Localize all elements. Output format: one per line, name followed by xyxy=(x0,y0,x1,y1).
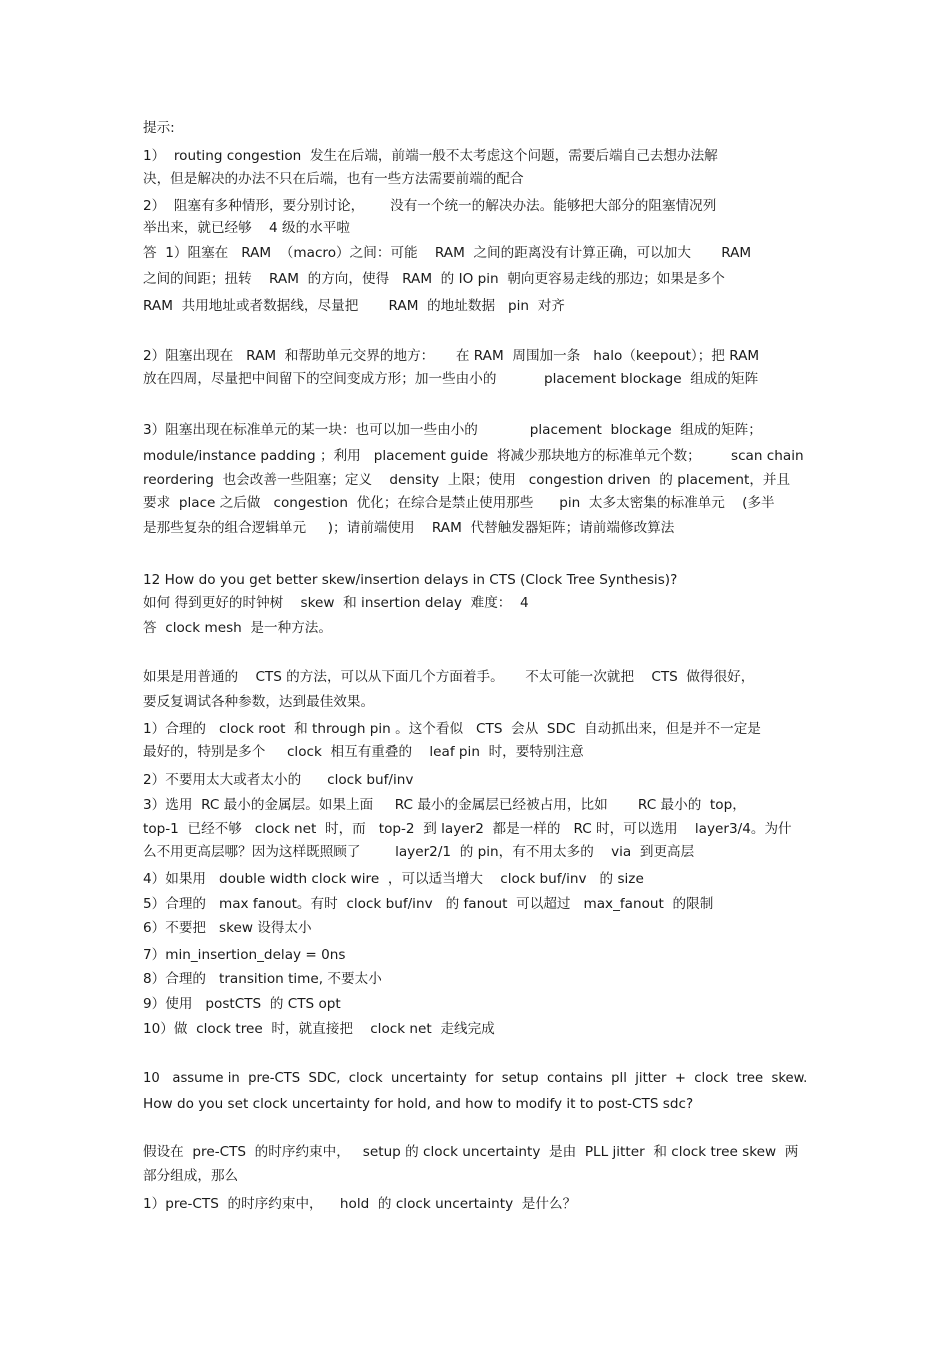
cts-tip-5: 5）合理的 max fanout。有时 clock buf/inv 的 fanout 可以超过 max_fanout 的限制 xyxy=(143,896,714,912)
cts-intro-line-1: 如果是用普通的 CTS 的方法，可以从下面几个方面着手。 不太可能一次就把 CTS 做得很好， xyxy=(143,669,755,685)
document-page xyxy=(143,0,810,1345)
cts-tip-3-line-3: 么不用更高层哪？因为这样既照顾了 layer2/1 的 pin，有不用太多的 via 到更高层 xyxy=(143,844,695,860)
cts-tip-9: 9）使用 postCTS 的 CTS opt xyxy=(143,996,341,1012)
answer-3-line-2: module/instance padding ；利用 placement guide 将减少那块地方的标准单元个数； scan chain xyxy=(143,448,804,464)
question-10-chinese-line-1: 假设在 pre-CTS 的时序约束中， setup 的 clock uncertainty 是由 PLL jitter 和 clock tree skew 两 xyxy=(143,1144,799,1160)
answer-3-line-4: 要求 place 之后做 congestion 优化；在综合是禁止使用那些 pin 太多太密集的标准单元 (多半 xyxy=(143,495,775,511)
question-10-line-2: How do you set clock uncertainty for hold, and how to modify it to post-CTS sdc? xyxy=(143,1096,694,1112)
answer-3-line-1: 3）阻塞出现在标准单元的某一块：也可以加一些由小的 placement blockage 组成的矩阵； xyxy=(143,422,762,438)
cts-tip-4: 4）如果用 double width clock wire ，可以适当增大 clock buf/inv 的 size xyxy=(143,871,644,887)
hint-1-line-2: 决，但是解决的办法不只在后端，也有一些方法需要前端的配合 xyxy=(143,171,524,187)
answer-1-line-3: RAM 共用地址或者数据线，尽量把 RAM 的地址数据 pin 对齐 xyxy=(143,298,565,314)
cts-tip-1-line-1: 1）合理的 clock root 和 through pin 。这个看似 CTS 会从 SDC 自动抓出来，但是并不一定是 xyxy=(143,721,761,737)
answer-1-line-1: 答 1）阻塞在 RAM （macro）之间：可能 RAM 之间的距离没有计算正确，可以加大 RAM xyxy=(143,245,752,261)
hint-2-line-2: 举出来，就已经够 4 级的水平啦 xyxy=(143,220,350,236)
question-10-chinese-line-2: 部分组成，那么 xyxy=(143,1168,239,1184)
cts-tip-3-line-1: 3）选用 RC 最小的金属层。如果上面 RC 最小的金属层已经被占用，比如 RC 最小的 top， xyxy=(143,797,746,813)
answer-1-line-2: 之间的间距；扭转 RAM 的方向，使得 RAM 的 IO pin 朝向更容易走线的那边；如果是多个 xyxy=(143,271,725,287)
answer-2-line-1: 2）阻塞出现在 RAM 和帮助单元交界的地方： 在 RAM 周围加一条 halo（keepout）；把 RAM xyxy=(143,348,760,364)
hint-2-line-1: 2） 阻塞有多种情形，要分别讨论， 没有一个统一的解决办法。能够把大部分的阻塞情况列 xyxy=(143,198,717,214)
question-12-chinese: 如何 得到更好的时钟树 skew 和 insertion delay 难度： 4 xyxy=(143,595,529,611)
hint-label: 提示: xyxy=(143,120,175,136)
question-12-answer: 答 clock mesh 是一种方法。 xyxy=(143,620,332,636)
cts-tip-7: 7）min_insertion_delay = 0ns xyxy=(143,947,346,963)
cts-tip-1-line-2: 最好的，特别是多个 clock 相互有重叠的 leaf pin 时，要特别注意 xyxy=(143,744,584,760)
hint-1-line-1: 1） routing congestion 发生在后端，前端一般不太考虑这个问题，需要后端自己去想办法解 xyxy=(143,148,718,164)
cts-tip-8: 8）合理的 transition time, 不要太小 xyxy=(143,971,382,987)
cts-tip-3-line-2: top-1 已经不够 clock net 时，而 top-2 到 layer2 都是一样的 RC 时，可以选用 layer3/4。为什 xyxy=(143,821,792,837)
question-10-line-1: 10 assume in pre-CTS SDC, clock uncertainty for setup contains pll jitter + clock tree skew. xyxy=(143,1071,808,1086)
cts-intro-line-2: 要反复调试各种参数，达到最佳效果。 xyxy=(143,694,375,710)
cts-tip-2: 2）不要用太大或者太小的 clock buf/inv xyxy=(143,772,414,788)
answer-3-line-3: reordering 也会改善一些阻塞；定义 density 上限；使用 congestion driven 的 placement，并且 xyxy=(143,472,791,488)
cts-tip-6: 6）不要把 skew 设得太小 xyxy=(143,920,312,936)
question-10-sub-1: 1）pre-CTS 的时序约束中， hold 的 clock uncertainty 是什么？ xyxy=(143,1196,577,1212)
question-12-english: 12 How do you get better skew/insertion delays in CTS (Clock Tree Synthesis)? xyxy=(143,572,678,588)
answer-3-line-5: 是那些复杂的组合逻辑单元 )；请前端使用 RAM 代替触发器矩阵；请前端修改算法 xyxy=(143,520,675,536)
answer-2-line-2: 放在四周，尽量把中间留下的空间变成方形；加一些由小的 placement blockage 组成的矩阵 xyxy=(143,371,759,387)
cts-tip-10: 10）做 clock tree 时，就直接把 clock net 走线完成 xyxy=(143,1021,495,1037)
